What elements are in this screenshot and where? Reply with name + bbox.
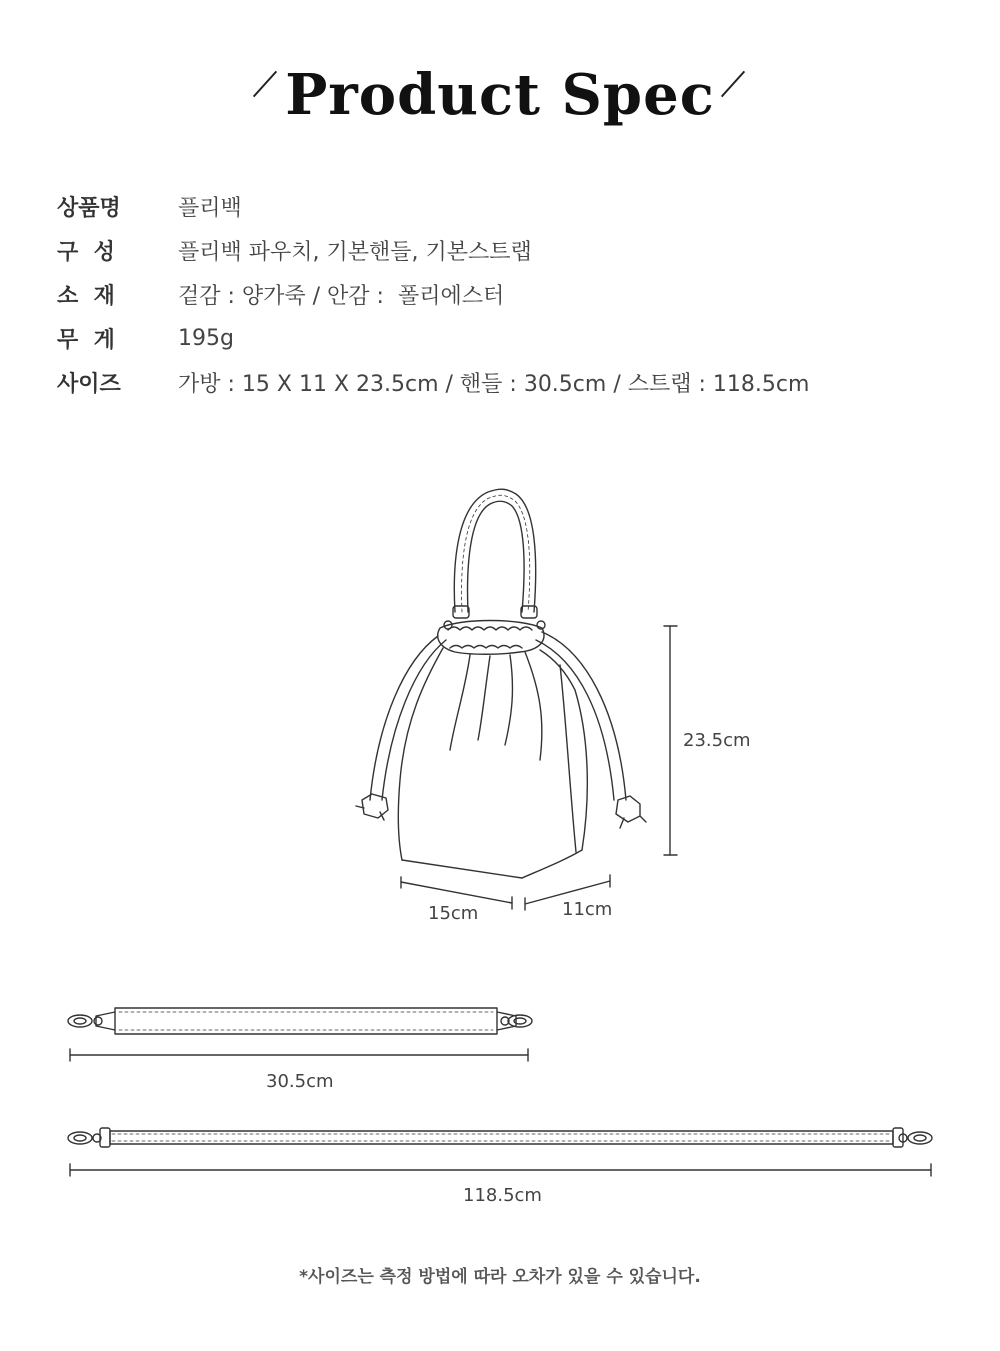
handle-length-label: 30.5cm (266, 1071, 334, 1092)
spec-value: 195g (178, 325, 234, 351)
spec-value: 플리백 파우치, 기본핸들, 기본스트랩 (178, 239, 532, 265)
spec-value: 가방 : 15 X 11 X 23.5cm / 핸들 : 30.5cm / 스트랩 : 118.5cm (178, 371, 810, 397)
bag-handle-drawing (444, 489, 545, 629)
long-strap-drawing (68, 1128, 932, 1147)
spec-label: 소 재 (57, 283, 115, 309)
spec-label: 구 성 (57, 239, 115, 265)
height-label: 23.5cm (683, 730, 751, 751)
bag-body-drawing (398, 621, 587, 879)
spec-label: 무 게 (57, 327, 115, 353)
width-label: 15cm (428, 903, 479, 924)
page-title: Product Spec (285, 62, 715, 128)
spec-label: 사이즈 (57, 371, 121, 397)
handle-dimension-line (70, 1049, 528, 1061)
size-disclaimer-note: *사이즈는 측정 방법에 따라 오차가 있을 수 있습니다. (299, 1267, 701, 1287)
handle-strap-drawing (68, 1008, 532, 1034)
height-dimension-line (664, 626, 677, 855)
strap-length-label: 118.5cm (463, 1185, 542, 1206)
strap-dimension-line (70, 1164, 931, 1176)
spec-value: 겉감 : 양가죽 / 안감 : 폴리에스터 (178, 283, 505, 309)
depth-label: 11cm (562, 899, 613, 920)
spec-label: 상품명 (57, 195, 121, 221)
drawstring-drawing (356, 632, 646, 828)
spec-value: 플리백 (178, 195, 242, 221)
